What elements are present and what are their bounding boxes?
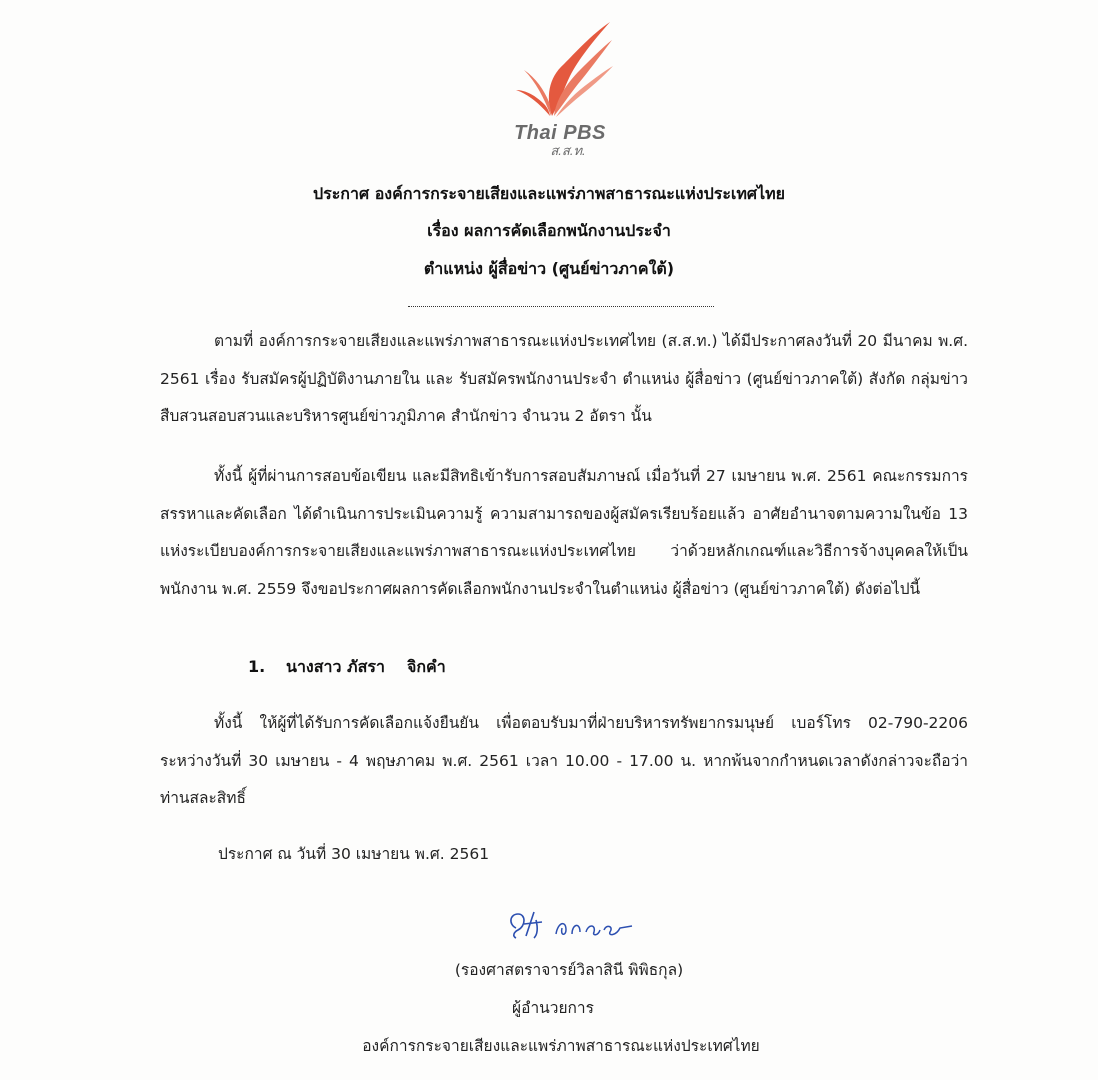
- announcement-date: ประกาศ ณ วันที่ 30 เมษายน พ.ศ. 2561: [218, 845, 490, 863]
- signatory-role: ผู้อำนวยการ: [512, 999, 594, 1017]
- announcement-position: ตำแหน่ง ผู้สื่อข่าว (ศูนย์ข่าวภาคใต้): [423, 259, 675, 278]
- paragraph-selection-result: ทั้งนี้ ผู้ที่ผ่านการสอบข้อเขียน และมีสิทธิเข้ารับการสอบสัมภาษณ์ เมื่อวันที่ 27 เมษายน พ.ศ. 2561 คณะกรรมการสรรหาและคัดเลือก ได้ดำเนินการประเมินความรู้ ความสามารถของผู้สมัครเรียบร้อยแล้ว อาศัยอำนาจตามความในข้อ 13 แห่งระเบียบองค์การกระจายเสียงและแพร่ภาพสาธารณะแห่งประเทศไทย ว่าด้วยหลักเกณฑ์และวิธีการจ้างบุคคลให้เป็นพนักงาน พ.ศ. 2559 จึงขอประกาศผลการคัดเลือกพนักงานประจำในตำแหน่ง ผู้สื่อข่าว (ศูนย์ข่าวภาคใต้) ดังต่อไปนี้: [160, 467, 968, 598]
- dotted-divider: [408, 306, 714, 307]
- thai-pbs-bird-icon: [514, 20, 614, 125]
- selected-candidate-item: [248, 655, 446, 679]
- thai-pbs-logo: [500, 20, 620, 160]
- announcement-title: ประกาศ องค์การกระจายเสียงและแพร่ภาพสาธารณะแห่งประเทศไทย: [312, 184, 786, 203]
- paragraph-confirmation: ทั้งนี้ ให้ผู้ที่ได้รับการคัดเลือกแจ้งยืนยัน เพื่อตอบรับมาที่ฝ่ายบริหารทรัพยากรมนุษย์ เบอร์โทร 02-790-2206 ระหว่างวันที่ 30 เมษายน - 4 พฤษภาคม พ.ศ. 2561 เวลา 10.00 - 17.00 น. หากพ้นจากกำหนดเวลาดังกล่าวจะถือว่าท่านสละสิทธิ์: [160, 714, 968, 807]
- logo-wordmark: Thai PBS: [514, 122, 606, 144]
- signatory-organization: องค์การกระจายเสียงและแพร่ภาพสาธารณะแห่งประเทศไทย: [362, 1037, 760, 1055]
- signatory-name: (รองศาสตราจารย์วิลาสินี พิพิธกุล): [454, 961, 684, 979]
- announcement-subject: เรื่อง ผลการคัดเลือกพนักงานประจำ: [427, 221, 671, 240]
- candidate-title-name: นางสาว ภัสรา: [286, 657, 385, 676]
- candidate-surname: จิกคำ: [406, 657, 446, 676]
- paragraph-background: ตามที่ องค์การกระจายเสียงและแพร่ภาพสาธารณะแห่งประเทศไทย (ส.ส.ท.) ได้มีประกาศลงวันที่ 20 มีนาคม พ.ศ. 2561 เรื่อง รับสมัครผู้ปฏิบัติงานภายใน และ รับสมัครพนักงานประจำ ตำแหน่ง ผู้สื่อข่าว (ศูนย์ข่าวภาคใต้) สังกัด กลุ่มข่าวสืบสวนสอบสวนและบริหารศูนย์ข่าวภูมิภาค สำนักข่าว จำนวน 2 อัตรา นั้น: [160, 332, 968, 425]
- candidate-number: 1.: [248, 657, 266, 676]
- logo-abbreviation: ส.ส.ท.: [550, 143, 586, 158]
- handwritten-signature: [502, 906, 642, 946]
